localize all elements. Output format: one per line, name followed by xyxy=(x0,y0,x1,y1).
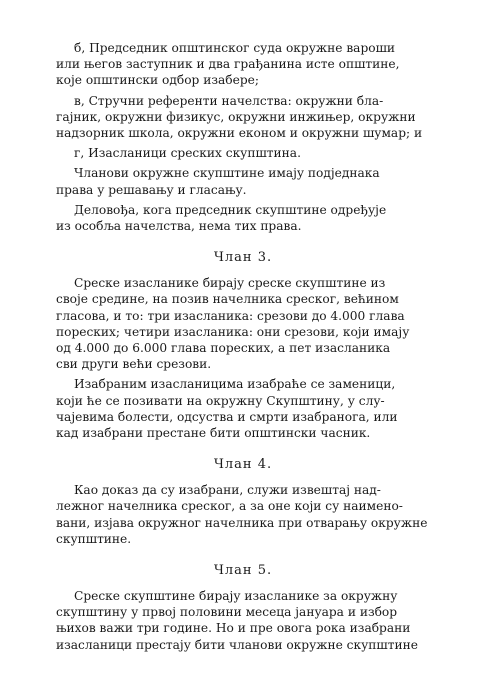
text-line: пореских; четири изасланика: они срезови, који имају xyxy=(56,324,410,339)
block-2 xyxy=(56,275,430,441)
text-line: кад изабрани престане бити општински часник. xyxy=(56,426,371,441)
paragraph-art5-1 xyxy=(56,588,430,653)
block-3 xyxy=(56,482,430,547)
text-line: своје средине, на позив начелника среског, већином xyxy=(56,292,399,307)
paragraph-v xyxy=(56,93,430,142)
paragraph-members xyxy=(56,165,430,197)
text-line: изасланици престају бити чланови окружне скупштине xyxy=(56,637,418,652)
text-line: скупштине. xyxy=(56,531,132,546)
paragraph-b xyxy=(56,40,430,89)
paragraph-art4-1 xyxy=(56,482,430,547)
text-line: чајевима болести, одсуства и смрти изабранога, или xyxy=(56,409,398,424)
text-line: сви други већи срезови. xyxy=(56,357,212,372)
text-line: б, Председник општинског суда окружне вароши xyxy=(74,41,396,55)
text-line: из особља начелства, нема тих права. xyxy=(56,219,302,234)
text-line: в, Стручни референти начелства: окружни бла- xyxy=(74,93,384,108)
paragraph-art3-1 xyxy=(56,275,430,372)
article-3-heading: Члан 3. xyxy=(213,250,273,266)
text-line: права у решавању и гласању. xyxy=(56,182,247,197)
text-line: Као доказ да су изабрани, служи извештај над- xyxy=(74,483,381,498)
text-line: гајник, окружни физикус, окружни инжињер, окружни xyxy=(56,109,416,124)
text-line: скупштину у првој половини месеца јануара и избор xyxy=(56,605,398,620)
text-line: Среске изасланике бирају среске скупштине из xyxy=(74,276,386,291)
text-line: Изабраним изасланицима изабраће се заменици, xyxy=(74,377,396,392)
text-line: Чланови окружне скупштине имају подједнака xyxy=(74,166,380,181)
text-line: од 4.000 до 6.000 глава пореских, а пет изасланика xyxy=(56,341,391,356)
text-line: или његов заступник и два грађанина исте општине, xyxy=(56,57,400,72)
text-line: Деловођа, кога председник скупштине одређује xyxy=(74,202,387,217)
text-line: њихов важи три године. Но и пре овога рока изабрани xyxy=(56,621,411,636)
text-line: гласова, и то: три изасланика: срезови до 4.000 глава xyxy=(56,308,405,323)
paragraph-g xyxy=(56,145,430,161)
block-1 xyxy=(56,40,430,234)
text-line: Среске скупштине бирају изасланике за окружну xyxy=(74,589,398,604)
text-line: г, Изасланици среских скупштина. xyxy=(74,146,301,161)
paragraph-clerk xyxy=(56,202,430,234)
text-line: вани, изјава окружног начелника при отварању окружне xyxy=(56,515,428,530)
article-5-heading: Члан 5. xyxy=(213,563,273,579)
text-line: надзорник школа, окружни економ и окружни шумар; и xyxy=(56,126,423,141)
paragraph-art3-2 xyxy=(56,376,430,441)
text-line: лежног начелника среског, а за оне који су наимено- xyxy=(56,499,403,514)
article-4-heading: Члан 4. xyxy=(213,457,273,473)
text-line: које општински одбор изабере; xyxy=(56,73,259,88)
text-line: који ће се позивати на окружну Скупштину, у слу- xyxy=(56,393,385,408)
block-4 xyxy=(56,588,430,653)
